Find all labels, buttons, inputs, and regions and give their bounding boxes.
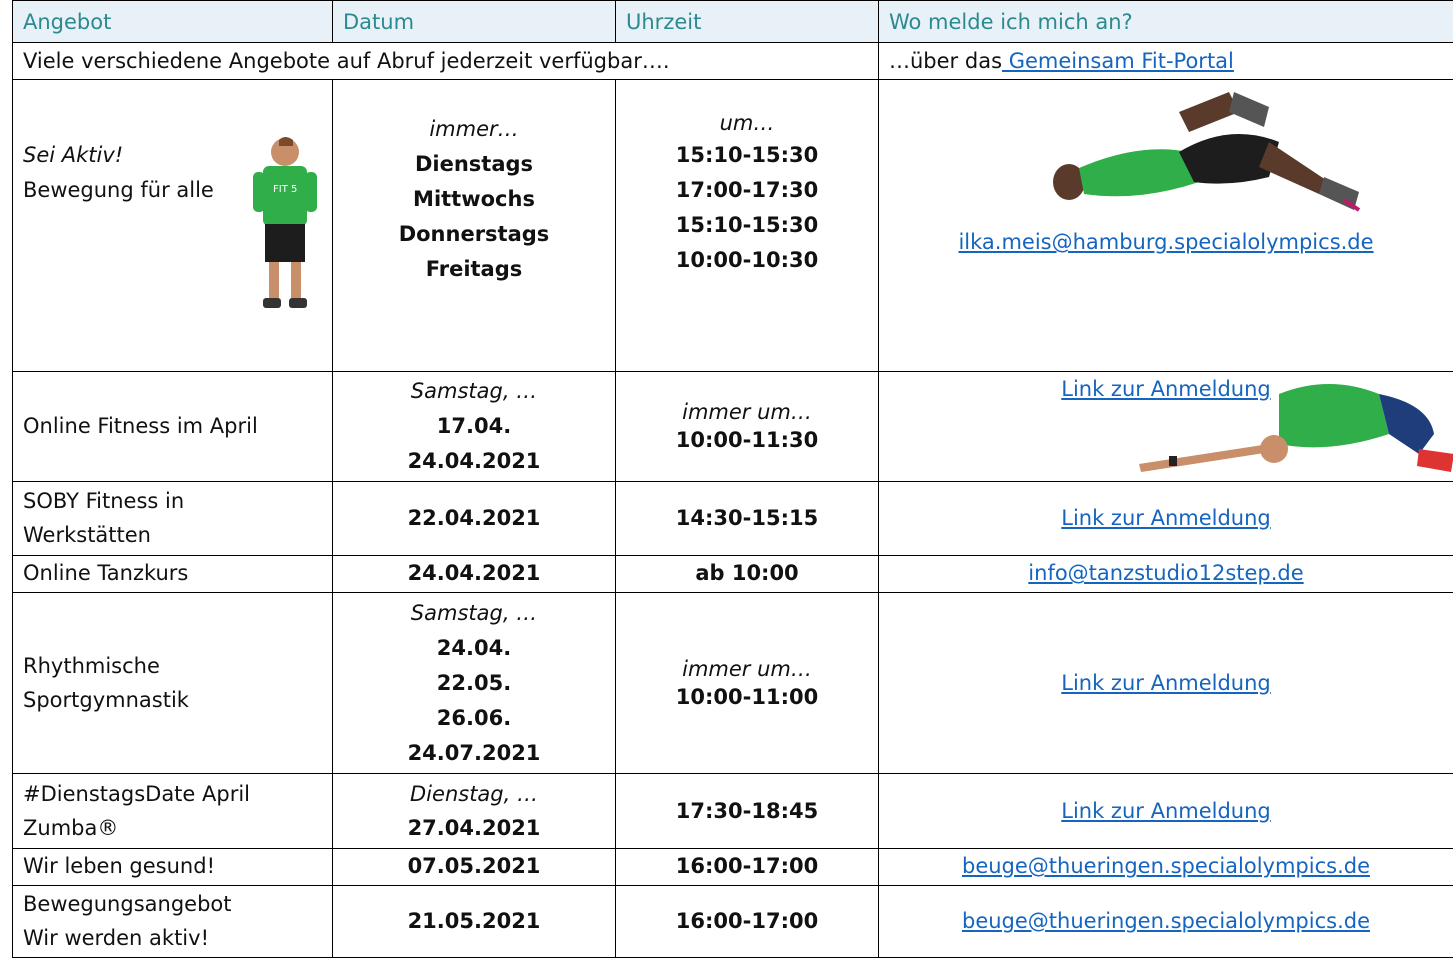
tanzkurs-time-value: ab 10:00	[695, 561, 799, 586]
rhythmische-time	[616, 592, 879, 774]
sei-aktiv-time-1: 15:10-15:30	[675, 143, 819, 168]
bewegungsangebot-title-line2: Wir werden aktiv!	[23, 926, 209, 951]
dienstagsdate-title-line1: #DienstagsDate April	[23, 782, 251, 807]
rhythmische-title-line2: Sportgymnastik	[23, 688, 189, 713]
row-tanzkurs	[13, 555, 1453, 592]
soby-time	[616, 481, 879, 555]
dienstagsdate-time-value: 17:30-18:45	[675, 798, 819, 823]
dienstagsdate-date	[333, 774, 616, 848]
soby-link[interactable]: Link zur Anmeldung	[1061, 505, 1271, 530]
header-offer: Angebot	[13, 1, 333, 43]
soby-title-line1: SOBY Fitness in	[23, 489, 185, 514]
dienstagsdate-date-intro: Dienstag, …	[410, 782, 538, 807]
bewegungsangebot-time	[616, 885, 879, 957]
dienstagsdate-offer	[13, 774, 333, 848]
rhythmische-title-line1: Rhythmische	[23, 654, 160, 679]
online-fitness-date-1: 17.04.	[436, 413, 512, 438]
rhythmische-link[interactable]: Link zur Anmeldung	[1061, 670, 1271, 695]
row-online-fitness	[13, 372, 1453, 481]
bewegungsangebot-offer	[13, 885, 333, 957]
wir-leben-register	[879, 848, 1453, 885]
tanzkurs-date	[333, 555, 616, 592]
online-fitness-time	[616, 372, 879, 481]
row-rhythmische	[13, 592, 1453, 774]
schedule-table	[12, 0, 1453, 958]
rhythmische-date	[333, 592, 616, 774]
bewegungsangebot-register	[879, 885, 1453, 957]
tanzkurs-register	[879, 555, 1453, 592]
online-fitness-time-value: 10:00-11:30	[675, 428, 819, 453]
header-date: Datum	[333, 1, 616, 43]
tanzkurs-time	[616, 555, 879, 592]
soby-offer	[13, 481, 333, 555]
header-register: Wo melde ich mich an?	[879, 1, 1453, 43]
wir-leben-time-value: 16:00-17:00	[675, 854, 819, 879]
sei-aktiv-date-4: Freitags	[425, 257, 523, 282]
soby-register	[879, 481, 1453, 555]
header-row	[13, 1, 1453, 43]
rhythmische-time-value: 10:00-11:00	[675, 685, 819, 710]
banner-text: Viele verschiedene Angebote auf Abruf jederzeit verfügbar….	[13, 43, 879, 80]
row-soby	[13, 481, 1453, 555]
bewegungsangebot-title-line1: Bewegungsangebot	[23, 892, 232, 917]
rhythmische-date-2: 22.05.	[436, 670, 512, 695]
rhythmische-date-intro: Samstag, …	[410, 600, 538, 625]
wir-leben-time	[616, 848, 879, 885]
dienstagsdate-title-line2: Zumba®	[23, 816, 119, 841]
tanzkurs-title: Online Tanzkurs	[13, 555, 333, 592]
soby-date	[333, 481, 616, 555]
soby-date-value: 22.04.2021	[407, 505, 541, 530]
banner-register-prefix: …über das	[889, 48, 1003, 73]
sei-aktiv-time-intro: um…	[719, 111, 775, 136]
wir-leben-date-value: 07.05.2021	[407, 854, 541, 879]
sei-aktiv-time-3: 15:10-15:30	[675, 213, 819, 238]
bewegungsangebot-time-value: 16:00-17:00	[675, 908, 819, 933]
sei-aktiv-date-1: Dienstags	[414, 152, 534, 177]
sei-aktiv-date	[333, 80, 616, 372]
wir-leben-email-link[interactable]: beuge@thueringen.specialolympics.de	[961, 854, 1370, 879]
sei-aktiv-title: Sei Aktiv!	[23, 143, 124, 168]
row-bewegungsangebot	[13, 885, 1453, 957]
rhythmische-register	[879, 592, 1453, 774]
tanzkurs-date-value: 24.04.2021	[407, 561, 541, 586]
svg-text:FIT 5: FIT 5	[273, 184, 298, 196]
online-fitness-link[interactable]: Link zur Anmeldung	[1061, 377, 1271, 402]
online-fitness-title: Online Fitness im April	[13, 372, 333, 481]
sei-aktiv-email-link[interactable]: ilka.meis@hamburg.specialolympics.de	[958, 230, 1374, 255]
sei-aktiv-offer	[13, 80, 333, 372]
banner-row	[13, 43, 1453, 80]
wir-leben-date	[333, 848, 616, 885]
rhythmische-date-4: 24.07.2021	[407, 740, 541, 765]
sei-aktiv-date-3: Donnerstags	[398, 222, 550, 247]
row-sei-aktiv	[13, 80, 1453, 372]
soby-time-value: 14:30-15:15	[675, 505, 819, 530]
dienstagsdate-register	[879, 774, 1453, 848]
header-time: Uhrzeit	[616, 1, 879, 43]
gemeinsam-fit-portal-link[interactable]: Gemeinsam Fit-Portal	[1002, 48, 1234, 73]
bewegungsangebot-date	[333, 885, 616, 957]
rhythmische-date-1: 24.04.	[436, 635, 512, 660]
dienstagsdate-link[interactable]: Link zur Anmeldung	[1061, 798, 1271, 823]
row-wir-leben	[13, 848, 1453, 885]
standing-athlete-image	[243, 132, 328, 317]
dienstagsdate-date-value: 27.04.2021	[407, 816, 541, 841]
sei-aktiv-subtitle: Bewegung für alle	[23, 178, 214, 203]
sei-aktiv-time-2: 17:00-17:30	[675, 178, 819, 203]
sei-aktiv-time-4: 10:00-10:30	[675, 248, 819, 273]
tanzkurs-email-link[interactable]: info@tanzstudio12step.de	[1028, 561, 1304, 586]
bewegungsangebot-email-link[interactable]: beuge@thueringen.specialolympics.de	[961, 908, 1370, 933]
rhythmische-date-3: 26.06.	[436, 705, 512, 730]
banner-register	[879, 43, 1453, 80]
stretching-athlete-image	[1029, 82, 1369, 222]
sei-aktiv-register	[879, 80, 1453, 372]
rhythmische-time-intro: immer um…	[682, 657, 812, 682]
sei-aktiv-date-intro: immer…	[429, 117, 519, 142]
bewegungsangebot-date-value: 21.05.2021	[407, 908, 541, 933]
online-fitness-date-2: 24.04.2021	[407, 448, 541, 473]
sei-aktiv-date-2: Mittwochs	[413, 187, 535, 212]
row-dienstagsdate	[13, 774, 1453, 848]
rhythmische-offer	[13, 592, 333, 774]
online-fitness-date-intro: Samstag, …	[410, 378, 538, 403]
online-fitness-date	[333, 372, 616, 481]
dienstagsdate-time	[616, 774, 879, 848]
wir-leben-title: Wir leben gesund!	[13, 848, 333, 885]
online-fitness-time-intro: immer um…	[682, 400, 812, 425]
soby-title-line2: Werkstätten	[23, 523, 151, 548]
online-fitness-register	[879, 372, 1453, 481]
sei-aktiv-time	[616, 80, 879, 372]
